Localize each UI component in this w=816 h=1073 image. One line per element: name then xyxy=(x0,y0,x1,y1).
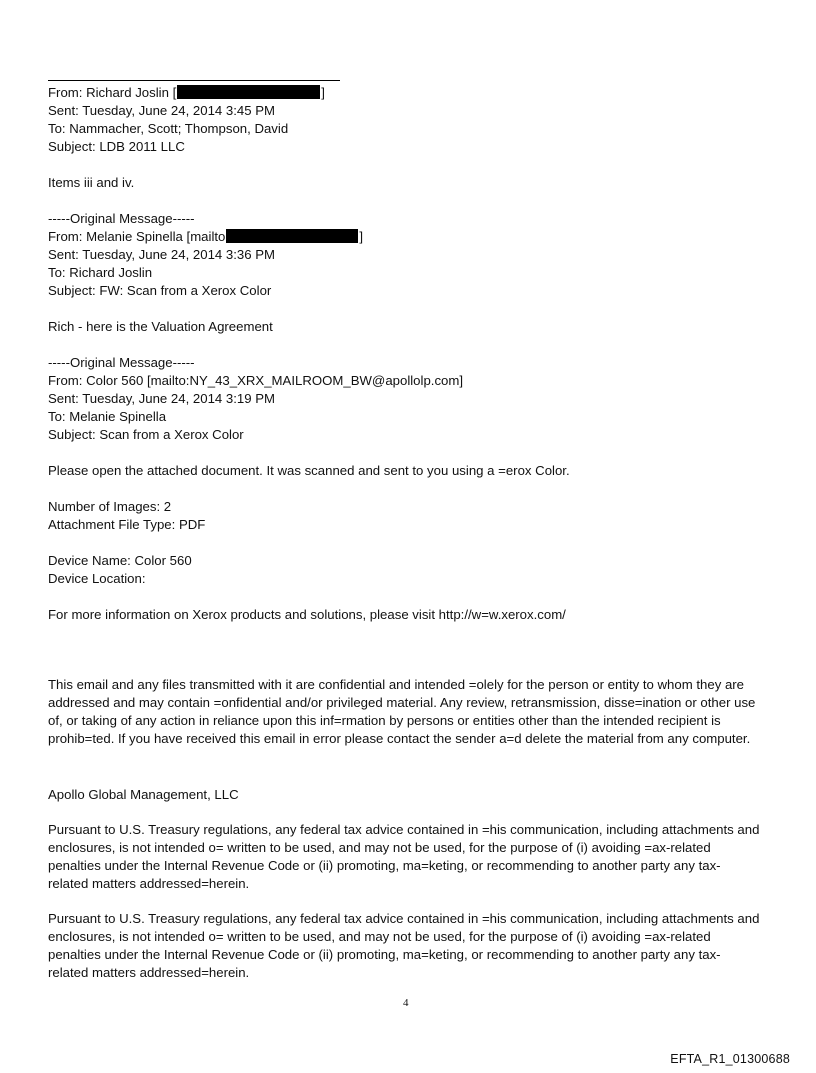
email2-subject: Subject: FW: Scan from a Xerox Color xyxy=(48,283,272,298)
email1-to: To: Nammacher, Scott; Thompson, David xyxy=(48,121,289,136)
email1-from: From: Richard Joslin [ ] xyxy=(48,85,325,100)
company-name: Apollo Global Management, LLC xyxy=(48,787,239,802)
email3-to: To: Melanie Spinella xyxy=(48,409,167,424)
email3-from: From: Color 560 [mailto:NY_43_XRX_MAILROOM_BW@apollolp.com] xyxy=(48,373,464,388)
original-message-marker: -----Original Message----- xyxy=(48,355,195,370)
email1-sent: Sent: Tuesday, June 24, 2014 3:45 PM xyxy=(48,103,276,118)
email2-to: To: Richard Joslin xyxy=(48,265,153,280)
email2-body: Rich - here is the Valuation Agreement xyxy=(48,319,273,334)
xerox-info-line: For more information on Xerox products and solutions, please visit http://w=w.xerox.com/ xyxy=(48,607,566,622)
email1-body: Items iii and iv. xyxy=(48,175,135,190)
email1-subject: Subject: LDB 2011 LLC xyxy=(48,139,185,154)
header-divider xyxy=(48,80,340,81)
device-location: Device Location: xyxy=(48,571,146,586)
email3-sent: Sent: Tuesday, June 24, 2014 3:19 PM xyxy=(48,391,276,406)
scan-intro: Please open the attached document. It was scanned and sent to you using a =erox Color. xyxy=(48,463,570,478)
tax-disclaimer-1: Pursuant to U.S. Treasury regulations, any federal tax advice contained in =his communication, including attachments and enclosures, is not intended o= written to be used, and may not be used, for the purpose of (i) avoiding =ax-related penalties under the Internal Revenue Code or (ii) promoting, ma=keting, or recommending to another party any tax-related matters addressed=herein. xyxy=(48,822,760,891)
tax-disclaimer-2: Pursuant to U.S. Treasury regulations, any federal tax advice contained in =his communication, including attachments and enclosures, is not intended o= written to be used, and may not be used, for the purpose of (i) avoiding =ax-related penalties under the Internal Revenue Code or (ii) promoting, ma=keting, or recommending to another party any tax-related matters addressed=herein. xyxy=(48,911,760,980)
email3-subject: Subject: Scan from a Xerox Color xyxy=(48,427,244,442)
number-of-images: Number of Images: 2 xyxy=(48,499,172,514)
email2-sent: Sent: Tuesday, June 24, 2014 3:36 PM xyxy=(48,247,276,262)
confidentiality-notice: This email and any files transmitted with it are confidential and intended =olely for the person or entity to whom they are addressed and may contain =onfidential and/or privileged material. Any review, retransmission, disse=ination or other use of, or taking of any action in reliance upon this inf=rmation by persons or entities other than the intended recipient is prohib=ted. If you have received this email in error please contact the sender a=d delete the material from any computer. xyxy=(48,677,756,746)
device-name: Device Name: Color 560 xyxy=(48,553,192,568)
bates-stamp: EFTA_R1_01300688 xyxy=(670,1052,790,1066)
page-number: 4 xyxy=(403,997,409,1009)
original-message-marker: -----Original Message----- xyxy=(48,211,195,226)
attachment-file-type: Attachment File Type: PDF xyxy=(48,517,206,532)
redaction-bar xyxy=(177,85,320,99)
email2-from: From: Melanie Spinella [mailto ] xyxy=(48,229,364,244)
redaction-bar xyxy=(226,229,358,243)
